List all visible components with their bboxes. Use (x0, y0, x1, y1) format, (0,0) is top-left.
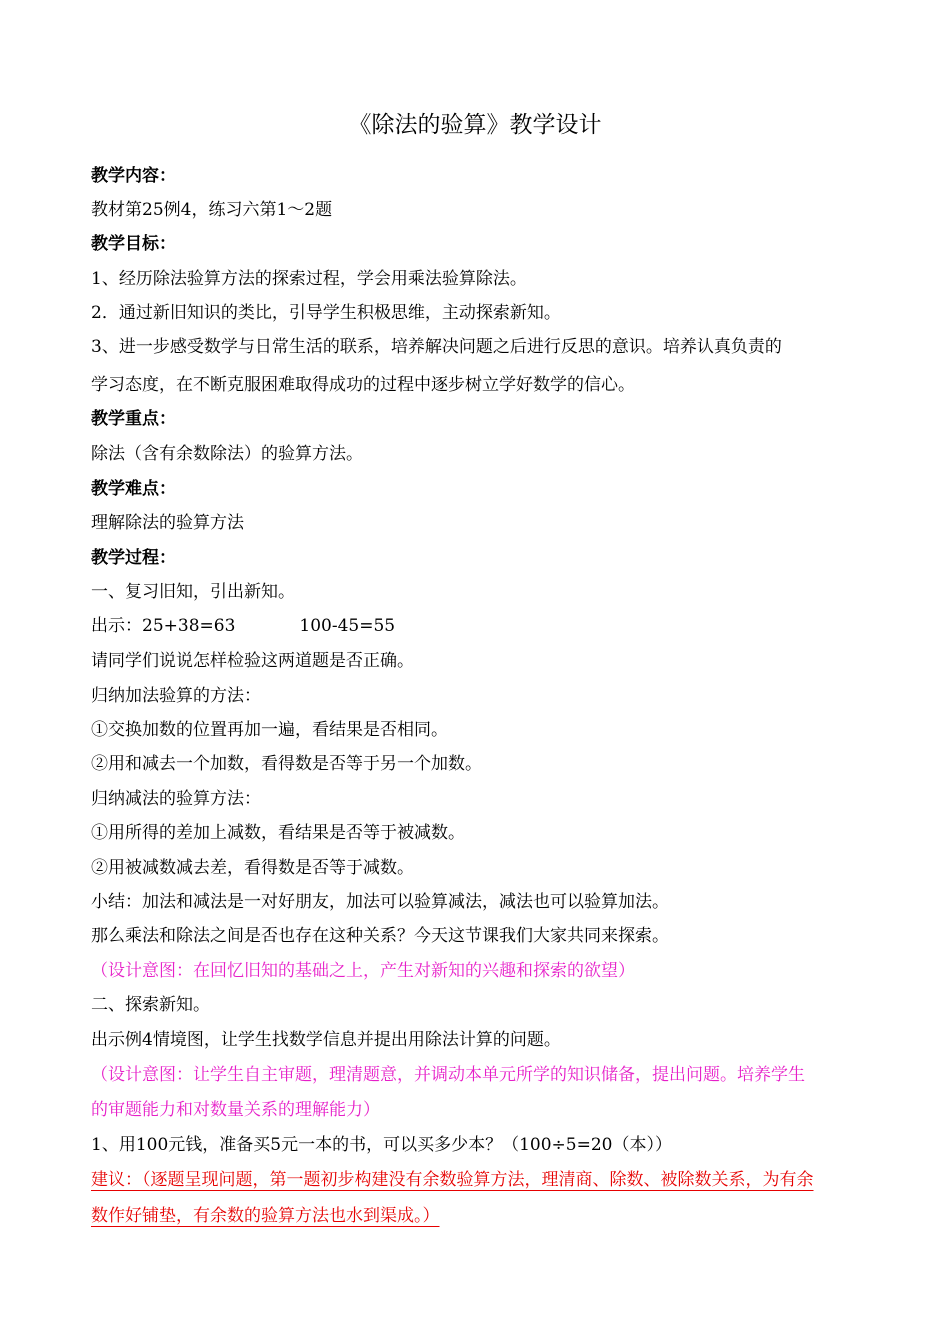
check-question: 请同学们说说怎样检验这两道题是否正确。 (91, 651, 414, 671)
objective-2: 2．通过新旧知识的类比，引导学生积极思维，主动探索新知。 (91, 303, 561, 323)
heading-objectives: 教学目标： (91, 234, 176, 254)
key-point-text: 除法（含有余数除法）的验算方法。 (91, 444, 363, 464)
objective-3-line-2: 学习态度，在不断克服困难取得成功的过程中逐步树立学好数学的信心。 (91, 375, 635, 395)
section-2-title: 二、探索新知。 (91, 995, 210, 1015)
difficulty-text: 理解除法的验算方法 (91, 513, 244, 533)
problem-1: 1、用100元钱，准备买5元一本的书，可以买多少本？（100÷5=20（本）） (91, 1135, 672, 1155)
addition-method-2: ②用和减去一个加数，看得数是否等于另一个加数。 (91, 754, 482, 774)
suggestion-line-2: 数作好铺垫，有余数的验算方法也水到渠成。） (91, 1206, 440, 1226)
transition-question: 那么乘法和除法之间是否也存在这种关系？今天这节课我们大家共同来探索。 (91, 926, 669, 946)
objective-3-line-1: 3、进一步感受数学与日常生活的联系，培养解决问题之后进行反思的意识。培养认真负责的 (91, 337, 782, 357)
example-4-instruction: 出示例4情境图，让学生找数学信息并提出用除法计算的问题。 (91, 1030, 561, 1050)
section-1-title: 一、复习旧知，引出新知。 (91, 582, 295, 602)
equation-subtraction: 100-45=55 (299, 616, 396, 636)
subtraction-method-2: ②用被减数减去差，看得数是否等于减数。 (91, 858, 414, 878)
design-intent-2-line-2: 的审题能力和对数量关系的理解能力） (91, 1100, 380, 1120)
design-intent-1: （设计意图：在回忆旧知的基础之上，产生对新知的兴趣和探索的欲望） (91, 961, 635, 981)
equation-addition: 出示：25+38=63 (91, 616, 236, 636)
design-intent-2-line-1: （设计意图：让学生自主审题，理清题意，并调动本单元所学的知识储备，提出问题。培养学生 (91, 1065, 805, 1085)
heading-process: 教学过程： (91, 548, 176, 568)
subtraction-method-1: ①用所得的差加上减数，看结果是否等于被减数。 (91, 823, 465, 843)
addition-method-1: ①交换加数的位置再加一遍，看结果是否相同。 (91, 720, 448, 740)
document-title: 《除法的验算》教学设计 (348, 112, 602, 138)
objective-1: 1、经历除法验算方法的探索过程，学会用乘法验算除法。 (91, 269, 527, 289)
content-text: 教材第25例4，练习六第1～2题 (91, 200, 333, 220)
heading-content: 教学内容： (91, 166, 176, 186)
suggestion-line-1: 建议：（逐题呈现问题，第一题初步构建没有余数验算方法，理清商、除数、被除数关系，为有余 (91, 1170, 814, 1190)
summary-text: 小结：加法和减法是一对好朋友，加法可以验算减法，减法也可以验算加法。 (91, 892, 669, 912)
subtraction-method-heading: 归纳减法的验算方法： (91, 789, 261, 809)
addition-method-heading: 归纳加法验算的方法： (91, 686, 261, 706)
heading-key-point: 教学重点： (91, 409, 176, 429)
show-equations (91, 609, 871, 643)
heading-difficulty: 教学难点： (91, 479, 176, 499)
